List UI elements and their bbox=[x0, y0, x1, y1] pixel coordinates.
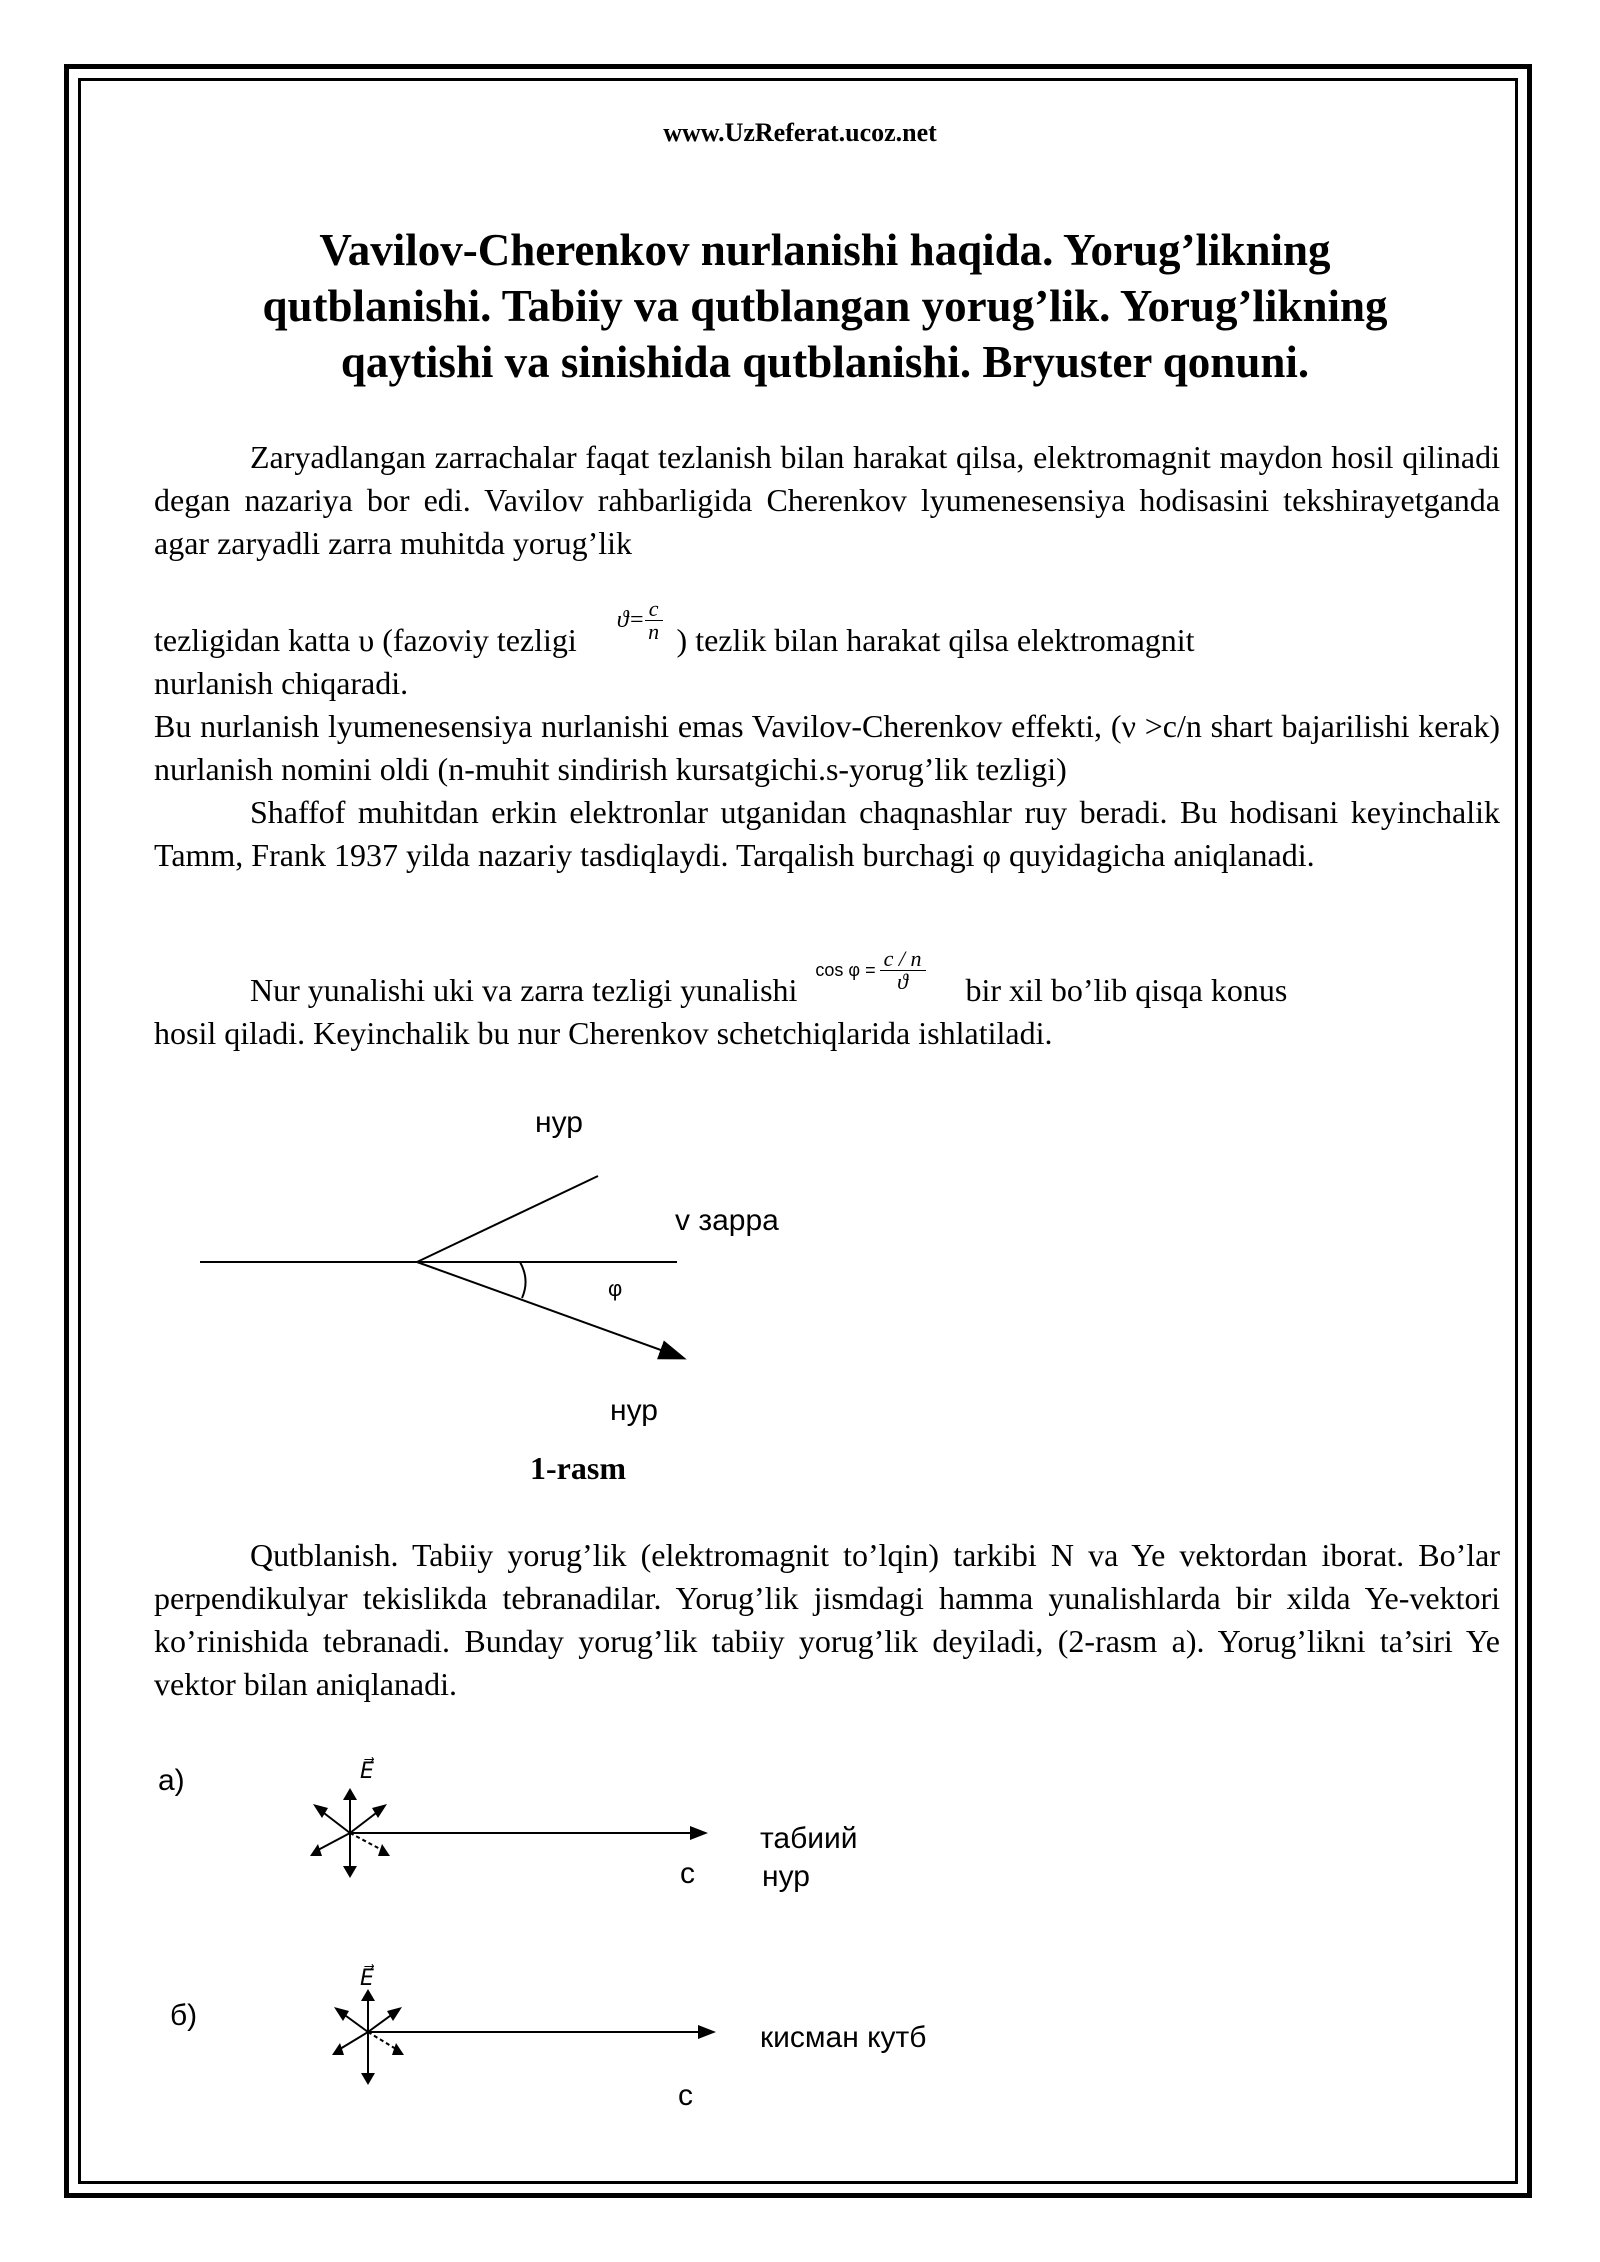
paragraph-1-pre-formula: tezligidan katta υ (fazoviy tezligi bbox=[154, 622, 577, 658]
natural-light-diagram bbox=[150, 1748, 950, 1898]
document-title bbox=[200, 222, 1450, 390]
upper-ray-line bbox=[417, 1176, 598, 1262]
paragraph-3-text: Shaffof muhitdan erkin elektronlar utganidan chaqnashlar ruy beradi. Bu hodisani keyinchalik Tamm, Frank 1937 yilda nazariy tasdiqlaydi. Tarqalish burchagi φ quyidagicha aniqlanadi. bbox=[154, 794, 1500, 873]
title-line-1: Vavilov-Cherenkov nurlanishi haqida. Yorug’likning bbox=[319, 225, 1331, 275]
label-natural: табиий bbox=[760, 1822, 858, 1855]
label-particle: v зарра bbox=[675, 1204, 779, 1237]
e-vector-star-b bbox=[332, 1989, 404, 2085]
title-line-2: qutblanishi. Tabiiy va qutblangan yorug’lik. Yorug’likning bbox=[262, 281, 1388, 331]
propagation-arrowhead-a bbox=[690, 1826, 708, 1840]
label-b: б) bbox=[170, 1999, 198, 2032]
label-partially-polarized: кисман кутб bbox=[760, 2021, 927, 2054]
label-angle-phi: φ bbox=[608, 1276, 623, 1301]
label-ray: нур bbox=[762, 1860, 810, 1893]
label-ray-bottom: нур bbox=[610, 1394, 658, 1427]
formula-phase-velocity-fraction bbox=[645, 598, 663, 643]
paragraph-4-line-2: hosil qiladi. Keyinchalik bu nur Cherenkov schetchiqlarida ishlatiladi. bbox=[154, 1015, 1053, 1051]
paragraph-1-post-formula: ) tezlik bilan harakat qilsa elektromagnit bbox=[676, 622, 1195, 658]
formula-denominator: n bbox=[648, 619, 660, 644]
formula-cherenkov-fraction bbox=[880, 948, 926, 993]
formula-cherenkov-angle bbox=[815, 948, 925, 993]
paragraph-1-text: Zaryadlangan zarrachalar faqat tezlanish bilan harakat qilsa, elektromagnit maydon hosil qilinadi degan nazariya bor edi. Vavilov rahbarligida Cherenkov lyumenesensiya hodisasini tekshirayetganda agar zaryadli zarra muhitda yorug’lik bbox=[154, 439, 1500, 561]
propagation-arrowhead-b bbox=[698, 2025, 716, 2039]
formula-cherenkov-denominator: ϑ bbox=[897, 969, 908, 994]
label-c-b: c bbox=[678, 2079, 693, 2112]
partially-polarized-diagram bbox=[150, 1955, 950, 2125]
label-c-a: c bbox=[680, 1857, 695, 1890]
formula-phase-velocity bbox=[617, 598, 663, 643]
label-ray-top: нур bbox=[535, 1106, 583, 1139]
formula-phase-velocity-lhs: ϑ= bbox=[616, 607, 645, 633]
paragraph-4-formula-line bbox=[250, 946, 1500, 1013]
formula-cherenkov-numerator: c / n bbox=[880, 948, 926, 971]
formula-numerator: c bbox=[645, 598, 663, 621]
lower-ray-arrow bbox=[417, 1262, 683, 1358]
site-url: www.UzReferat.ucoz.net bbox=[663, 118, 937, 147]
cherenkov-cone-diagram bbox=[180, 1080, 880, 1440]
figure-1-caption: 1-rasm bbox=[530, 1450, 626, 1486]
formula-cherenkov-lhs: cos φ = bbox=[815, 960, 876, 980]
paragraph-5-text: Qutblanish. Tabiiy yorug’lik (elektromagnit to’lqin) tarkibi N va Ye vektordan iborat. Bo’lar perpendikulyar tekislikda tebranadilar. Yorug’lik jismdagi hamma yunalishlarda bir xilda Ye-vektori ko’rinishida tebranadi. Bunday yorug’lik tabiiy yorug’lik deyiladi, (2-rasm a). Yorug’likni ta’siri Ye vektor bilan aniqlanadi. bbox=[154, 1537, 1500, 1702]
paragraph-1-end: nurlanish chiqaradi. bbox=[154, 665, 409, 701]
angle-arc bbox=[520, 1262, 526, 1298]
paragraph-1-formula-line bbox=[154, 596, 1500, 663]
label-e-vector-a: E⃗ bbox=[360, 1758, 374, 1783]
paragraph-4-post-formula: bir xil bo’lib qisqa konus bbox=[965, 972, 1288, 1008]
label-a: а) bbox=[158, 1764, 185, 1797]
label-e-vector-b: E⃗ bbox=[360, 1965, 374, 1990]
title-line-3: qaytishi va sinishida qutblanishi. Bryuster qonuni. bbox=[340, 337, 1310, 387]
paragraph-4-pre-formula: Nur yunalishi uki va zarra tezligi yunalishi bbox=[250, 972, 798, 1008]
paragraph-2-text: Bu nurlanish lyumenesensiya nurlanishi emas Vavilov-Cherenkov effekti, (ν >c/n shart bajarilishi kerak) nurlanish nomini oldi (n-muhit sindirish kursatgichi.s-yorug’lik tezligi) bbox=[154, 708, 1500, 787]
